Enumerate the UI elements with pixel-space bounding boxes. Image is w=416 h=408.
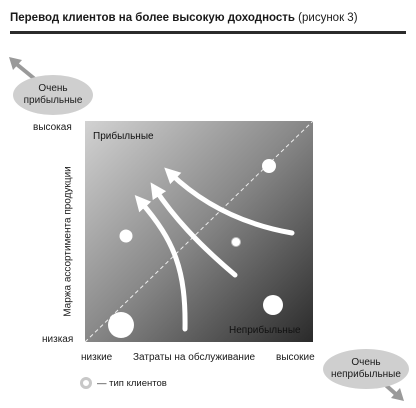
profitable-label: Прибыльные <box>93 131 154 142</box>
very-unprofitable-bubble: Очень неприбыльные <box>323 349 409 389</box>
client-circle-left <box>120 230 133 243</box>
migration-arrow-3 <box>170 173 292 233</box>
legend <box>80 377 167 389</box>
client-circle-top-right <box>262 159 276 173</box>
client-circle-bottom-right <box>263 295 283 315</box>
client-circle-bottom-left <box>108 312 134 338</box>
x-axis-high: высокие <box>276 352 315 363</box>
legend-circle-icon <box>80 377 92 389</box>
y-axis-label: Маржа ассортимента продукции <box>62 166 74 317</box>
x-axis-low: низкие <box>81 352 113 363</box>
title-sub: (рисунок 3) <box>294 12 358 24</box>
plot-graphics <box>85 121 313 342</box>
y-axis-high: высокая <box>33 122 72 133</box>
x-axis-label: Затраты на обслуживание <box>133 352 256 363</box>
very-profitable-bubble: Очень прибыльные <box>13 75 93 115</box>
matrix-plot <box>85 121 313 342</box>
client-circle-center <box>232 238 241 247</box>
unprofitable-label: Неприбыльные <box>229 325 301 336</box>
title-main: Перевод клиентов на более высокую доходность <box>10 12 295 24</box>
legend-label: — тип клиентов <box>97 377 167 389</box>
y-axis-low: низкая <box>42 334 74 345</box>
